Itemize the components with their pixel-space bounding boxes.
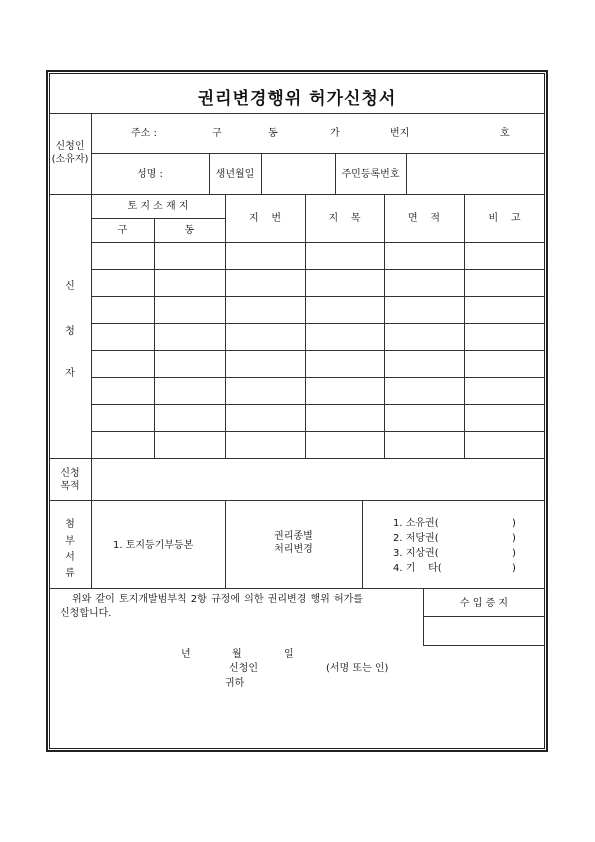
divider	[423, 645, 545, 646]
attachment-document: 1. 토지등기부등본	[113, 540, 194, 551]
jimok-header: 지 목	[328, 213, 361, 224]
divider	[91, 377, 545, 378]
address-label: 주소 :	[131, 128, 157, 139]
attachment-label-char: 류	[65, 568, 75, 579]
address-ga: 가	[330, 128, 340, 139]
area-header: 면 적	[407, 213, 441, 224]
divider	[91, 242, 545, 243]
right-close-paren: )	[512, 533, 516, 544]
statement-line-1: 위와 같이 토지개발범부칙 2항 규정에 의한 권리변경 행위 허가를	[72, 594, 363, 605]
right-item: 1. 소유권(	[393, 518, 439, 529]
resident-number-label: 주민등록번호	[341, 169, 400, 180]
attachment-label-char: 서	[65, 552, 75, 563]
form-inner-frame	[49, 73, 545, 749]
divider	[362, 500, 363, 588]
side-label-char: 청	[65, 326, 75, 337]
divider	[406, 153, 407, 194]
name-label: 성명 :	[137, 169, 163, 180]
divider	[384, 194, 385, 458]
right-close-paren: )	[512, 548, 516, 559]
divider	[91, 153, 545, 154]
attachment-label-char: 첨	[65, 519, 75, 530]
remarks-header: 비 고	[488, 213, 521, 224]
divider	[91, 404, 545, 405]
divider	[305, 194, 306, 458]
right-close-paren: )	[512, 518, 516, 529]
dong-header: 동	[184, 225, 195, 236]
date-year: 년	[181, 649, 191, 660]
statement-line-2: 신청합니다.	[60, 608, 112, 619]
divider	[423, 616, 545, 617]
land-location-header: 토 지 소 재 지	[127, 201, 189, 212]
right-close-paren: )	[512, 563, 516, 574]
divider	[91, 113, 92, 194]
rights-change-label: 권리종별 처리변경	[274, 531, 313, 555]
divider	[91, 323, 545, 324]
divider	[49, 588, 545, 589]
address-beonji: 번지	[390, 128, 410, 139]
divider	[49, 458, 545, 459]
date-day: 일	[284, 649, 294, 660]
divider	[225, 194, 226, 458]
gu-header: 구	[117, 225, 128, 236]
side-label-char: 신	[65, 281, 75, 292]
addressee: 귀하	[225, 678, 245, 689]
applicant-label: 신청인 (소유자)	[51, 141, 89, 165]
divider	[49, 194, 545, 195]
divider	[91, 296, 545, 297]
divider	[91, 269, 545, 270]
right-item: 3. 지상권(	[393, 548, 439, 559]
revenue-stamp-label: 수 입 증 지	[459, 598, 509, 609]
signer-label: 신청인	[229, 663, 258, 674]
divider	[91, 218, 225, 219]
address-gu: 구	[212, 128, 222, 139]
divider	[49, 113, 545, 114]
address-ho: 호	[500, 128, 510, 139]
sign-note: (서명 또는 인)	[326, 663, 389, 674]
form-title: 권리변경행위 허가신청서	[197, 89, 397, 109]
attachment-label-char: 부	[65, 536, 75, 547]
divider	[91, 194, 92, 588]
divider	[154, 218, 155, 458]
divider	[49, 500, 545, 501]
divider	[464, 194, 465, 458]
jibeon-header: 지 번	[248, 213, 282, 224]
date-month: 월	[232, 649, 242, 660]
right-item: 2. 저당권(	[393, 533, 439, 544]
right-item: 4. 기 타(	[393, 563, 442, 574]
divider	[91, 431, 545, 432]
divider	[261, 153, 262, 194]
birth-label: 생년월일	[215, 169, 255, 180]
purpose-label: 신청 목적	[60, 468, 80, 492]
divider	[91, 350, 545, 351]
side-label-char: 자	[65, 368, 75, 379]
address-dong: 동	[268, 128, 278, 139]
